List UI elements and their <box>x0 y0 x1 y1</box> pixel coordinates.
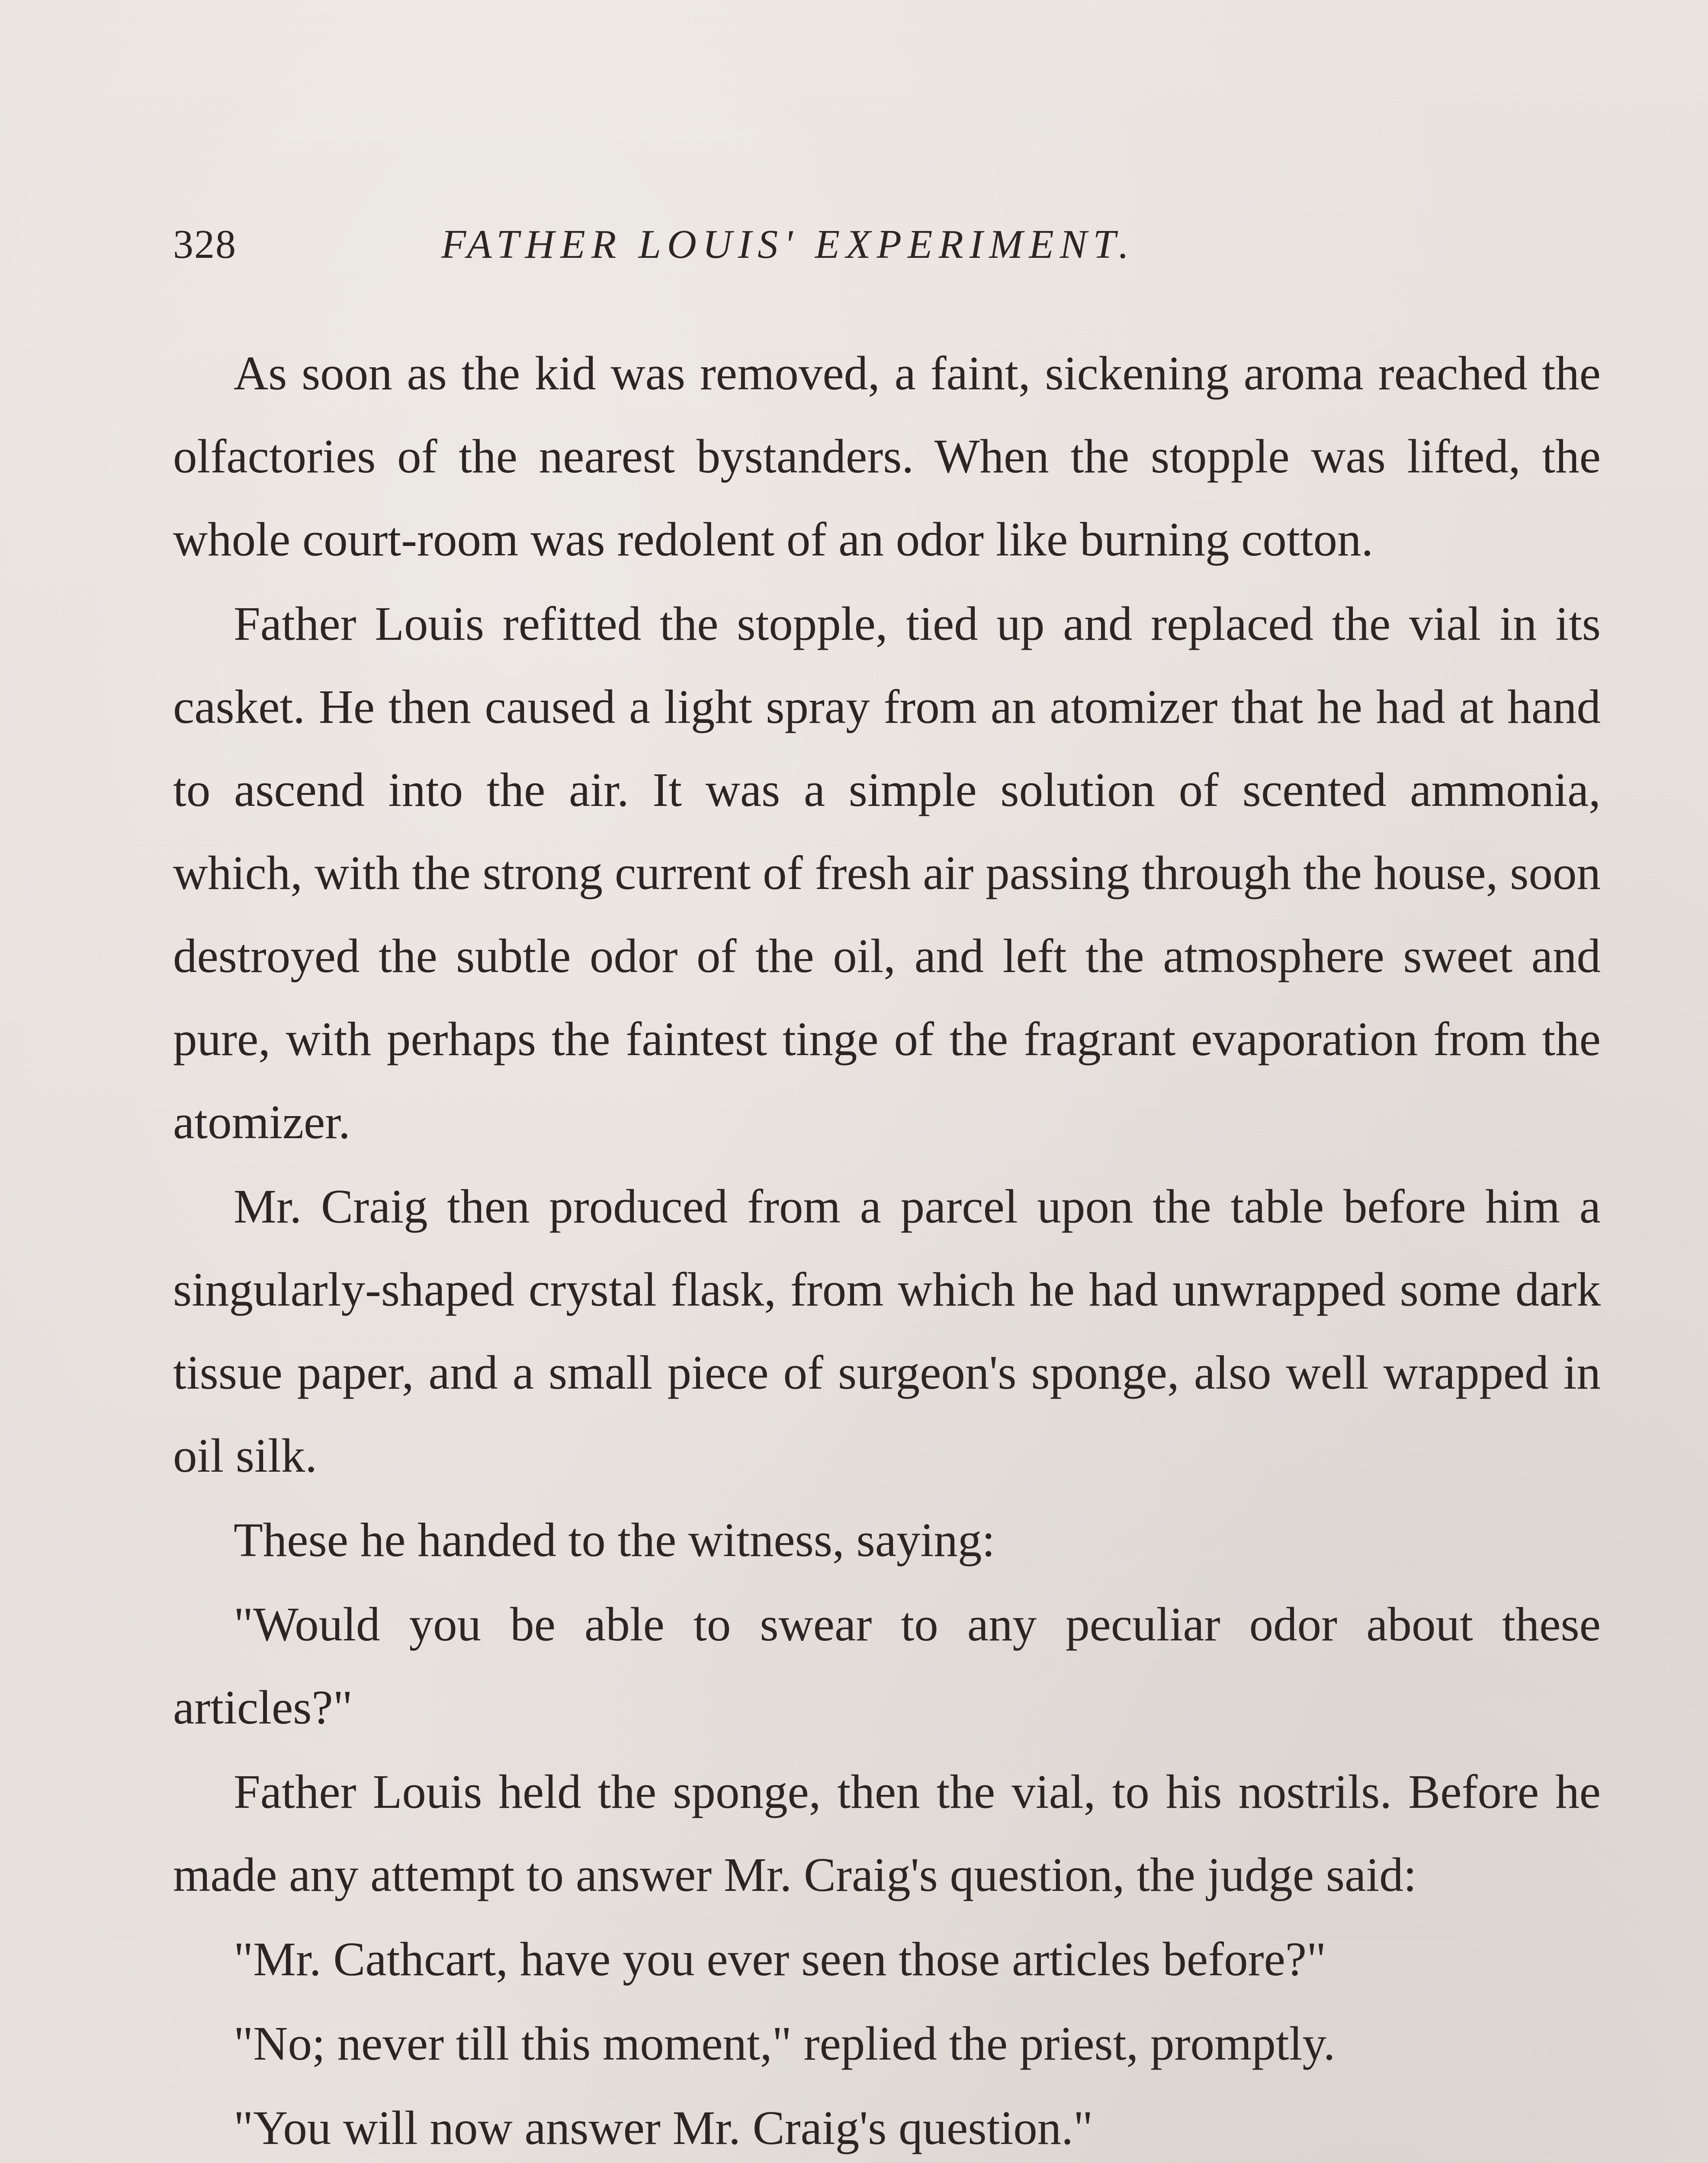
page-header <box>173 212 1341 277</box>
paragraph: Mr. Craig then produced from a parcel upon the table before him a singularly-shaped crystal flask, from which he had unwrapped some dark tissue paper, and a small piece of surgeon's sponge, also well wrapped in oil silk. <box>173 1180 1601 1483</box>
paragraph: These he handed to the witness, saying: <box>234 1514 995 1567</box>
paragraph: "Would you be able to swear to any peculiar odor about these articles?" <box>173 1598 1601 1734</box>
paragraph: "You will now answer Mr. Craig's question." <box>234 2102 1093 2155</box>
body-text <box>173 332 1601 2163</box>
paragraph: Father Louis refitted the stopple, tied up and replaced the vial in its casket. He then caused a light spray from an atomizer that he had at hand to ascend into the air. It was a simple solution of scented ammonia, which, with the strong current of fresh air passing through the house, soon destroyed the subtle odor of the oil, and left the atmosphere sweet and pure, with perhaps the faintest tinge of the fragrant evaporation from the atomizer. <box>173 597 1601 1149</box>
paragraph: "Mr. Cathcart, have you ever seen those articles before?" <box>234 1933 1326 1986</box>
paragraph: As soon as the kid was removed, a faint, sickening aroma reached the olfactories of the nearest bystanders. When the stopple was lifted, the whole court-room was redolent of an odor like burning cotton. <box>173 347 1601 566</box>
running-title: FATHER LOUIS' EXPERIMENT. <box>441 222 1135 267</box>
paragraph: Father Louis held the sponge, then the vial, to his nostrils. Before he made any attempt to answer Mr. Craig's question, the judge said: <box>173 1765 1601 1902</box>
paragraph: "No; never till this moment," replied the priest, promptly. <box>234 2017 1336 2070</box>
page-number: 328 <box>173 222 237 267</box>
